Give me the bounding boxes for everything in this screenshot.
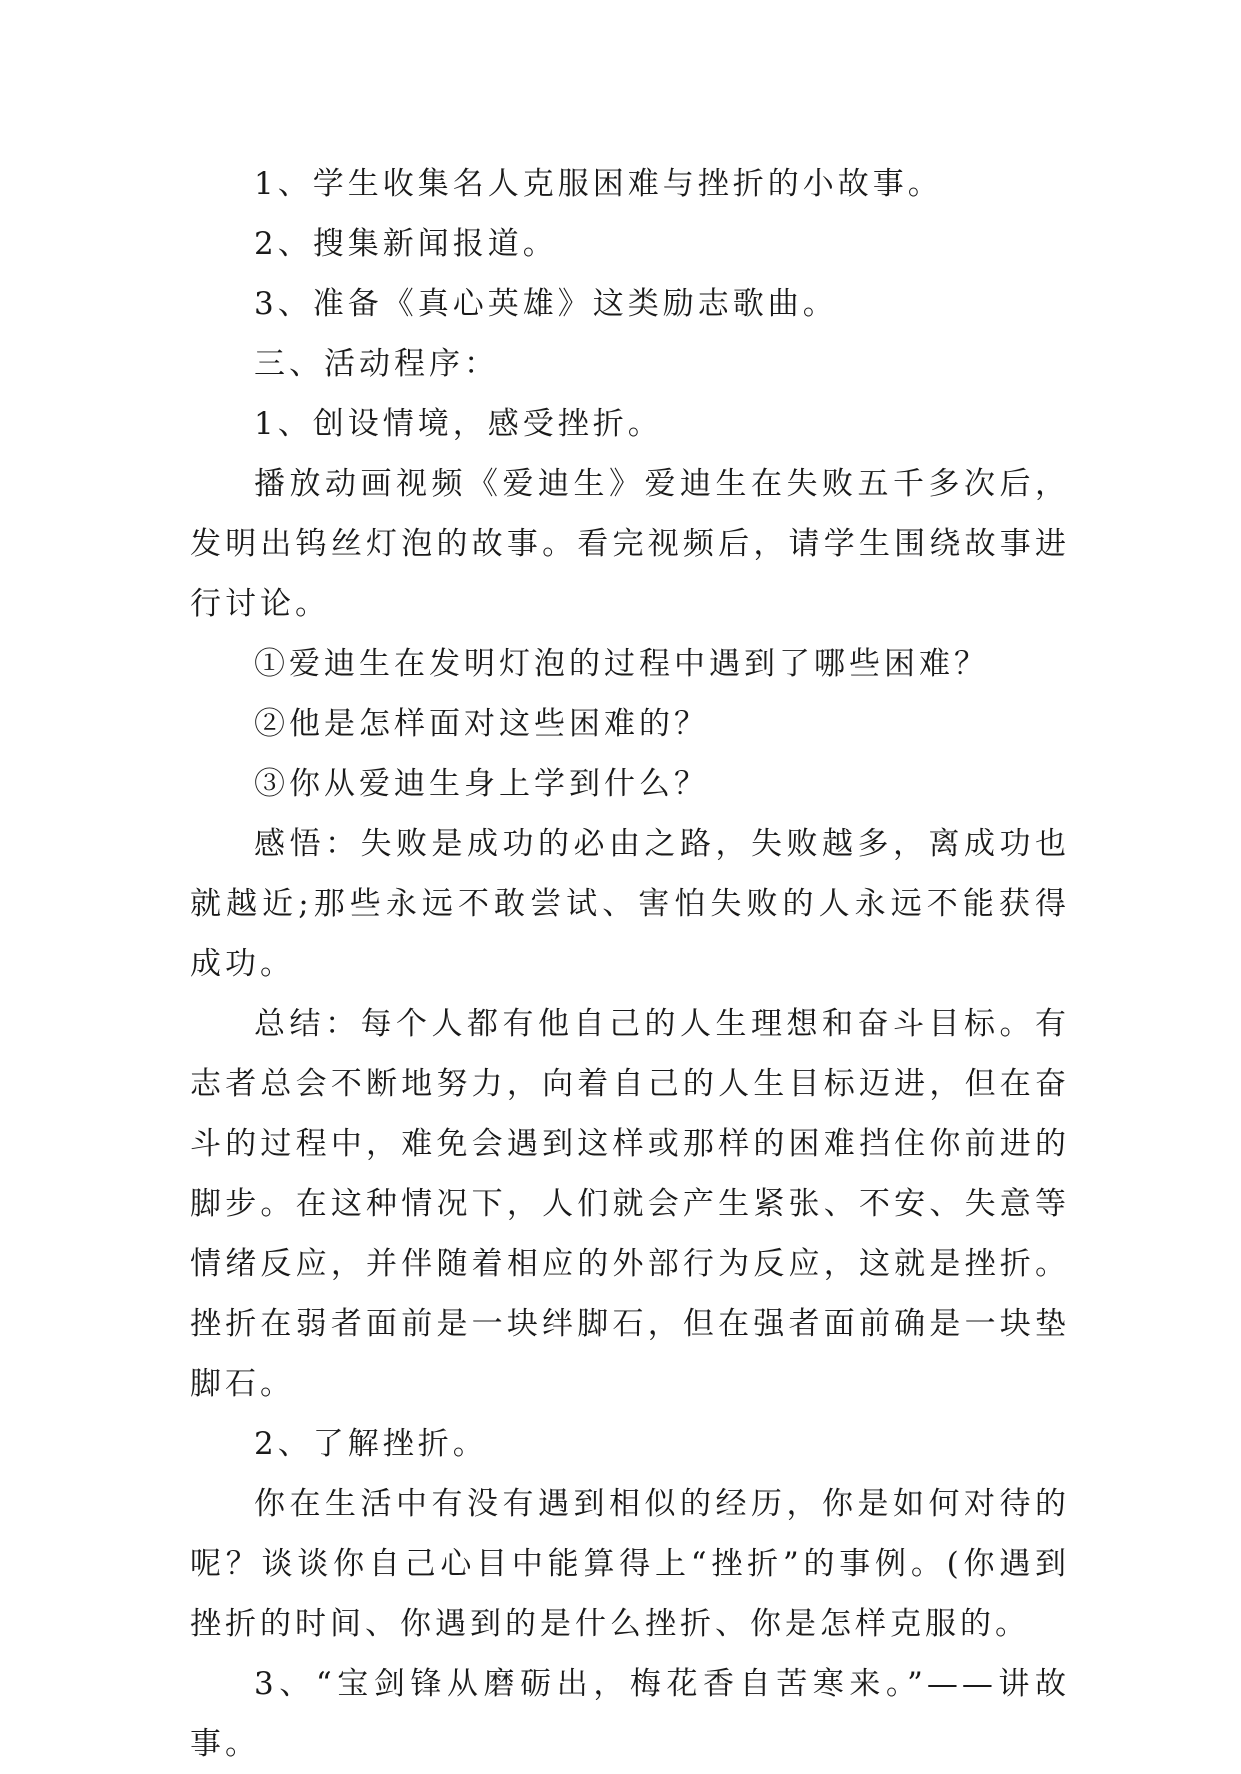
paragraph-video: 播放动画视频《爱迪生》爱迪生在失败五千多次后，发明出钨丝灯泡的故事。看完视频后，请学生围绕故事进行讨论。 — [190, 466, 1070, 622]
paragraph-prep-3: 3、准备《真心英雄》这类励志歌曲。 — [254, 286, 838, 322]
question-3: ③你从爱迪生身上学到什么？ — [254, 766, 709, 802]
paragraph-summary: 总结：每个人都有他自己的人生理想和奋斗目标。有志者总会不断地努力，向着自己的人生目标迈进，但在奋斗的过程中，难免会遇到这样或那样的困难挡住你前进的脚步。在这种情况下，人们就会产生紧张、不安、失意等情绪反应，并伴随着相应的外部行为反应，这就是挫折。挫折在弱者面前是一块绊脚石，但在强者面前确是一块垫脚石。 — [190, 1006, 1070, 1402]
question-1: ①爱迪生在发明灯泡的过程中遇到了哪些困难？ — [254, 646, 989, 682]
paragraph-prep-2: 2、搜集新闻报道。 — [254, 226, 558, 262]
step-heading-2: 2、了解挫折。 — [254, 1426, 488, 1462]
paragraph-experience: 你在生活中有没有遇到相似的经历，你是如何对待的呢？谈谈你自己心目中能算得上“挫折”的事例。(你遇到挫折的时间、你遇到的是什么挫折、你是怎样克服的。 — [190, 1486, 1070, 1642]
document-body — [190, 154, 1070, 1774]
step-heading-1: 1、创设情境，感受挫折。 — [254, 406, 663, 442]
section-heading-activity-procedure: 三、活动程序： — [254, 346, 499, 382]
paragraph-prep-1: 1、学生收集名人克服困难与挫折的小故事。 — [254, 166, 943, 202]
question-2: ②他是怎样面对这些困难的？ — [254, 706, 709, 742]
step-heading-3: 3、“宝剑锋从磨砺出，梅花香自苦寒来。”——讲故事。 — [190, 1666, 1070, 1762]
paragraph-insight: 感悟：失败是成功的必由之路，失败越多，离成功也就越近;那些永远不敢尝试、害怕失败的人永远不能获得成功。 — [190, 826, 1070, 982]
